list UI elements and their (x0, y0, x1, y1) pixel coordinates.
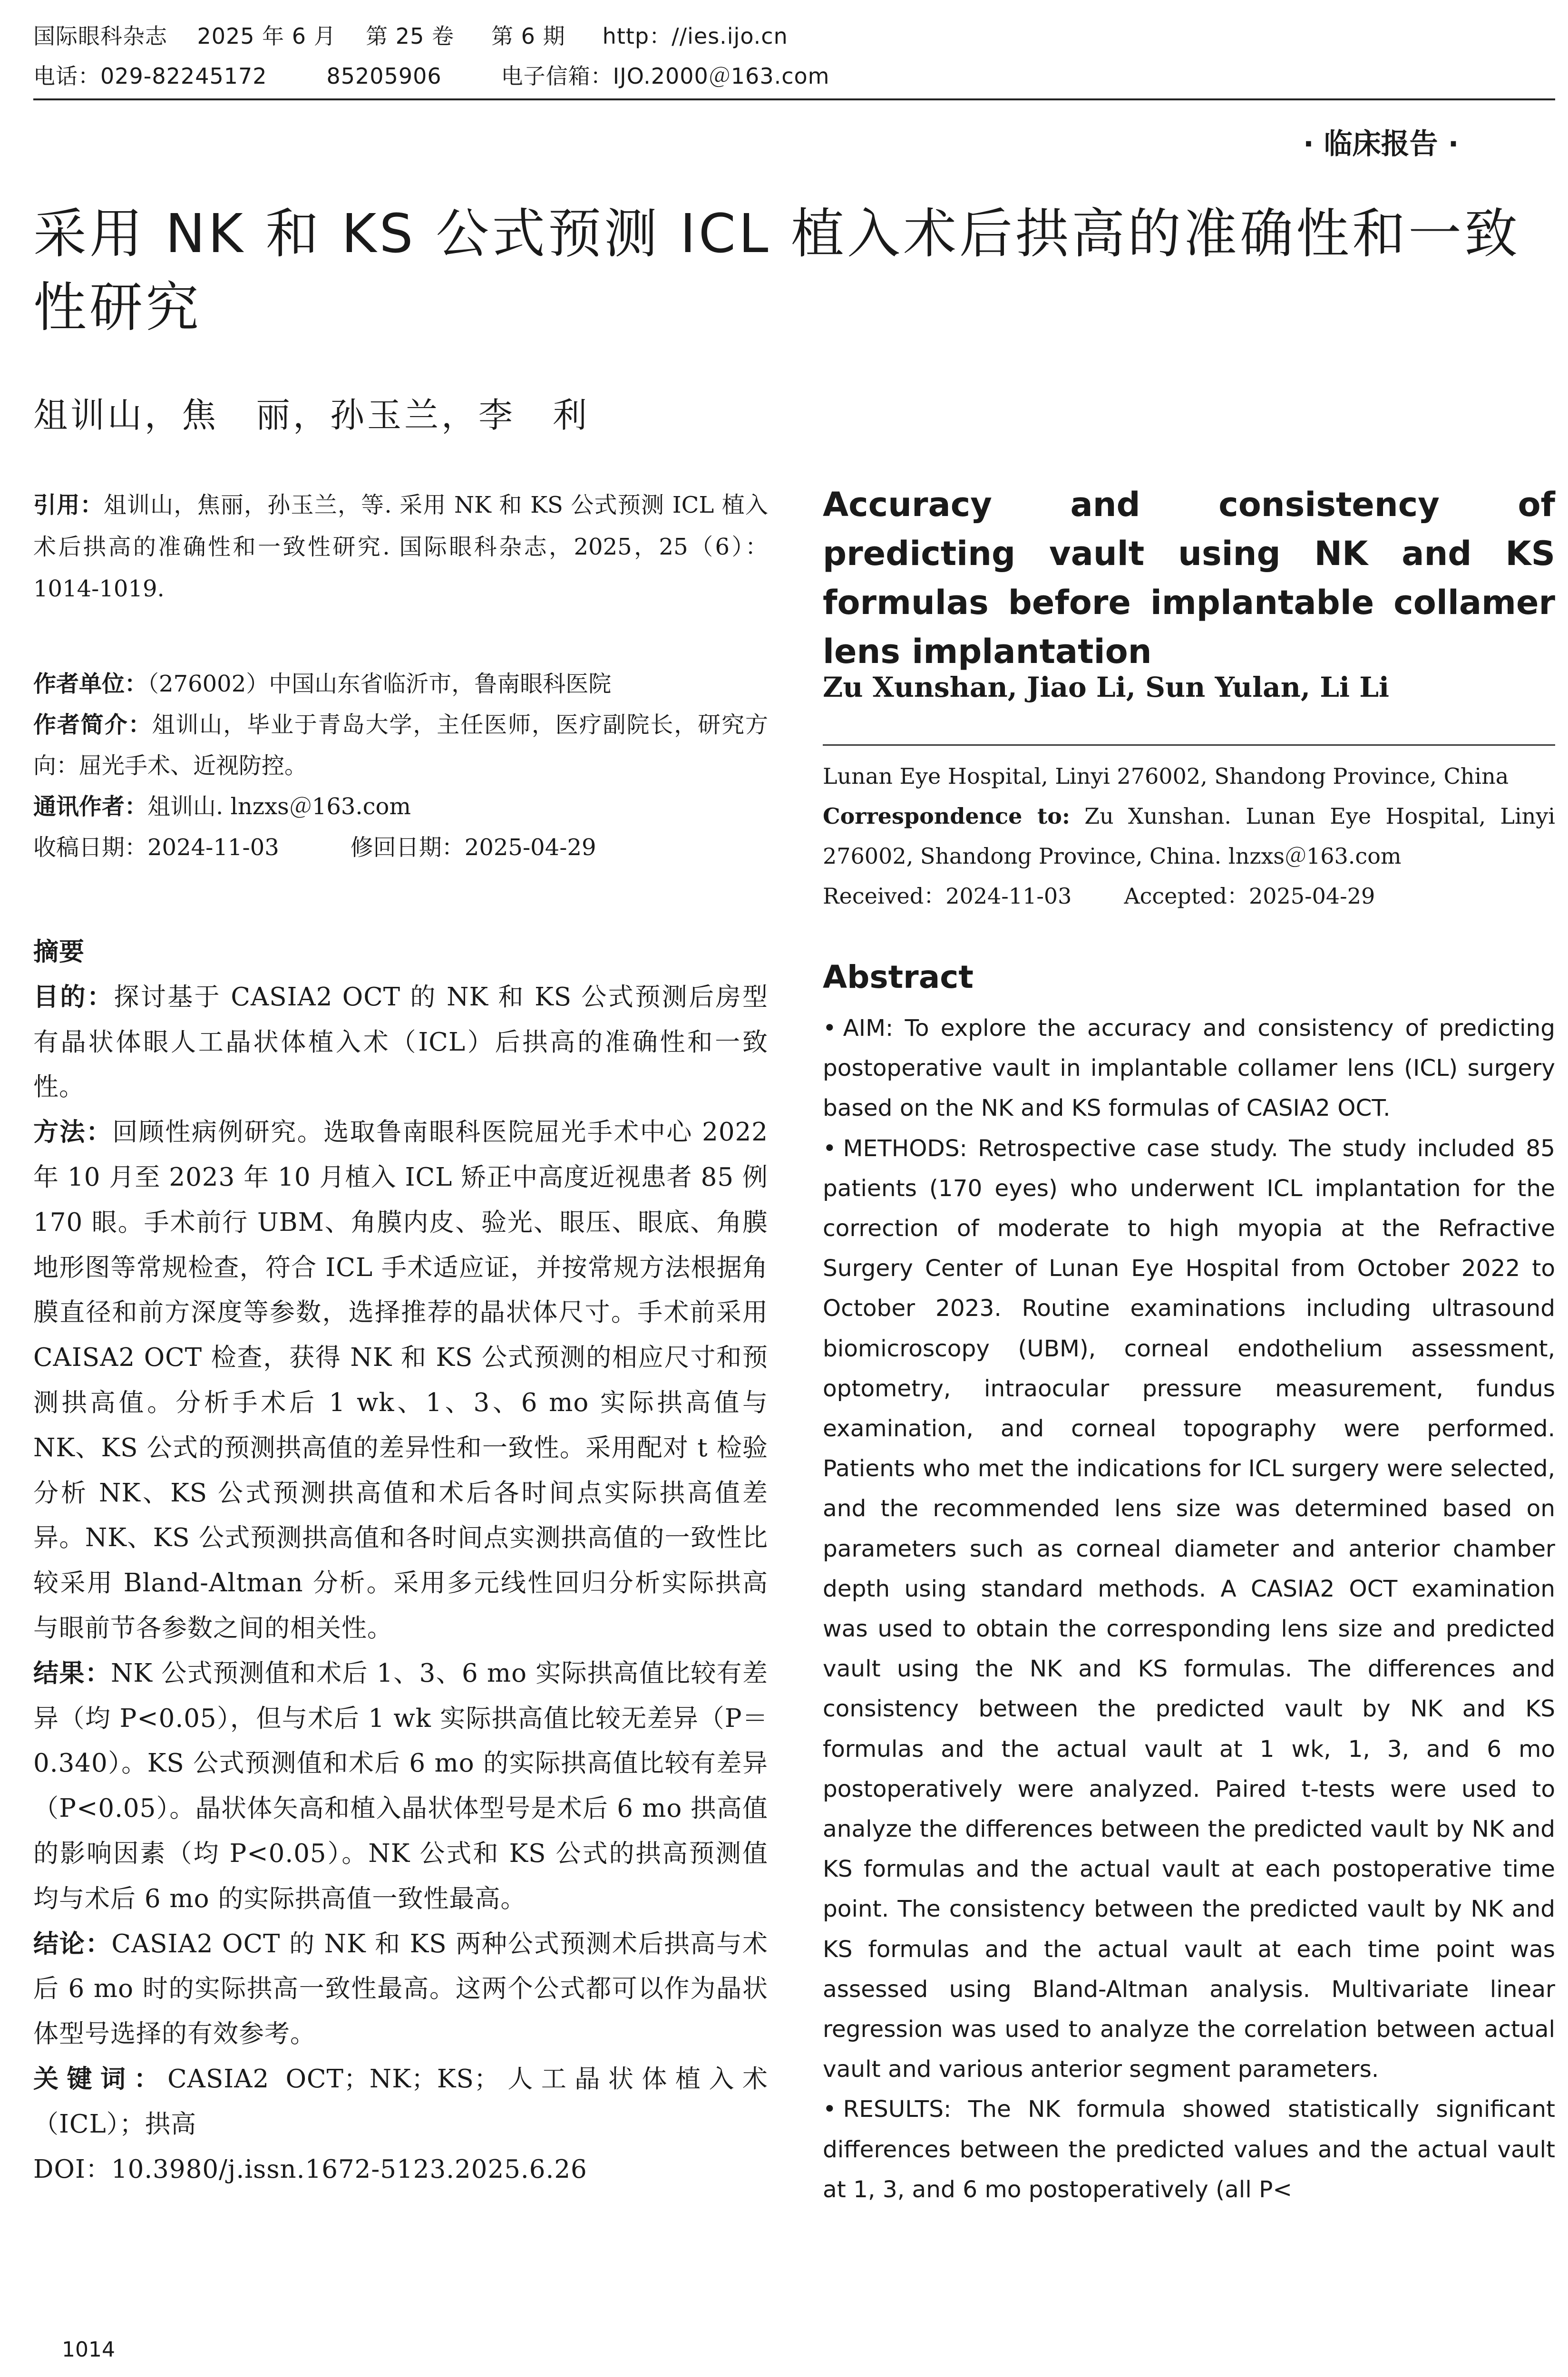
english-correspondence-text: Zu Xunshan. Lunan Eye Hospital, Linyi 276002, Shandong Province, China. lnzxs＠163.com (823, 803, 1555, 869)
corresponding-author-label: 通讯作者： (33, 793, 148, 820)
english-correspondence-label: Correspondence to: (823, 803, 1070, 829)
bullet-icon: • (823, 2096, 837, 2123)
journal-header-line1: 国际眼科杂志 2025 年 6 月 第 25 卷 第 6 期 http：//ies.ijo.cn (33, 23, 788, 49)
conclusion-paragraph (33, 1922, 768, 2057)
header-divider (33, 98, 1555, 100)
received-label: 收稿日期： (33, 834, 148, 861)
bullet-icon: • (823, 1135, 837, 1162)
chinese-title: 采用 NK 和 KS 公式预测 ICL 植入术后拱高的准确性和一致性研究 (33, 203, 1521, 339)
revised-label: 修回日期： (350, 834, 465, 861)
keywords-text: CASIA2 OCT；NK；KS；人工晶状体植入术（ICL）；拱高 (33, 2064, 769, 2139)
english-abstract (823, 1008, 1555, 2210)
aim-text: 探讨基于 CASIA2 OCT 的 NK 和 KS 公式预测后房型有晶状体眼人工晶状体植入术（ICL）后拱高的准确性和一致性。 (33, 982, 768, 1102)
citation-text: 俎训山，焦丽，孙玉兰，等. 采用 NK 和 KS 公式预测 ICL 植入术后拱高的准确性和一致性研究. 国际眼科杂志，2025，25（6）：1014-1019. (33, 492, 768, 602)
author-unit-text: （276002）中国山东省临沂市，鲁南眼科医院 (147, 671, 612, 697)
methods-paragraph (33, 1110, 768, 1651)
doi-line: DOI：10.3980/j.issn.1672-5123.2025.6.26 (33, 2154, 587, 2184)
author-bio (33, 704, 768, 786)
results-paragraph (33, 1651, 768, 1922)
page-number: 1014 (62, 2338, 115, 2362)
author-bio-label: 作者简介： (33, 711, 152, 738)
keywords-paragraph (33, 2057, 768, 2147)
journal-header-line2: 电话：029-82245172 85205906 电子信箱：IJO.2000＠163.com (33, 63, 830, 89)
column-tag: · 临床报告 · (1303, 127, 1459, 161)
conclusion-text: CASIA2 OCT 的 NK 和 KS 两种公式预测术后拱高与术后 6 mo 时的实际拱高一致性最高。这两个公式都可以作为晶状体型号选择的有效参考。 (33, 1929, 768, 2049)
english-affiliation-block (823, 756, 1555, 916)
revised-date: 2025-04-29 (464, 834, 596, 861)
citation-block (33, 484, 768, 610)
dates-line (33, 827, 768, 868)
abstract-heading-cn: 摘要 (33, 937, 85, 966)
english-title: Accuracy and consistency of predicting vault using NK and KS formulas before implantable collamer lens implantation (823, 485, 1555, 671)
en-aim-paragraph (823, 1008, 1555, 1129)
english-correspondence (823, 796, 1555, 876)
methods-text: 回顾性病例研究。选取鲁南眼科医院屈光手术中心 2022 年 10 月至 2023 年 10 月植入 ICL 矫正中高度近视患者 85 例 170 眼。手术前行 UBM、角膜内皮、验光、眼压、眼底、角膜地形图等常规检查，符合 ICL 手术适应证，并按常规方法根据角膜直径和前方深度等参数，选择推荐的晶状体尺寸。手术前采用 CAISA2 OCT 检查，获得 NK 和 KS 公式预测的相应尺寸和预测拱高值。分析手术后 1 wk、1、3、6 mo 实际拱高值与 NK、KS 公式的预测拱高值的差异性和一致性。采用配对 t 检验分析 NK、KS 公式预测拱高值和术后各时间点实际拱高值差异。NK、KS 公式预测拱高值和各时间点实测拱高值的一致性比较采用 Bland-Altman 分析。采用多元线性回归分析实际拱高与眼前节各参数之间的相关性。 (33, 1118, 768, 1643)
bullet-icon: • (823, 1015, 837, 1042)
chinese-authors: 俎训山，焦 丽，孙玉兰，李 利 (33, 395, 590, 435)
author-unit (33, 663, 768, 704)
en-methods-text: METHODS: Retrospective case study. The study included 85 patients (170 eyes) who underwent ICL implantation for the correction of moderate to high myopia at the Refractive Surgery Center of Lunan Eye Hospital from October 2022 to October 2023. Routine examinations including ultrasound biomicroscopy (UBM), corneal endothelium assessment, optometry, intraocular pressure measurement, fundus examination, and corneal topography were performed. Patients who met the indications for ICL surgery were selected, and the recommended lens size was determined based on parameters such as corneal diameter and anterior chamber depth using standard methods. A CASIA2 OCT examination was used to obtain the corresponding lens size and predicted vault using the NK and KS formulas. The differences and consistency between the predicted vault by NK and KS formulas and the actual vault at 1 wk, 1, 3, and 6 mo postoperatively were analyzed. Paired t-tests were used to analyze the differences between the predicted vault by NK and KS formulas and the actual vault at each postoperative time point. The consistency between the predicted vault by NK and KS formulas and the actual vault at each time point was assessed using Bland-Altman analysis. Multivariate linear regression was used to analyze the correlation between actual vault and various anterior segment parameters. (823, 1135, 1555, 2083)
results-label: 结果： (33, 1658, 111, 1688)
en-results-paragraph (823, 2089, 1555, 2210)
corresponding-author (33, 786, 768, 827)
english-dates (823, 876, 1555, 916)
aim-paragraph (33, 975, 768, 1110)
corresponding-author-text: 俎训山. lnzxs＠163.com (147, 793, 411, 820)
conclusion-label: 结论： (33, 1929, 112, 1958)
en-methods-paragraph (823, 1129, 1555, 2090)
chinese-abstract (33, 930, 768, 2192)
author-unit-label: 作者单位： (33, 671, 148, 697)
author-bio-text: 俎训山，毕业于青岛大学，主任医师，医疗副院长，研究方向：屈光手术、近视防控。 (33, 711, 768, 779)
aim-label: 目的： (33, 982, 114, 1012)
en-aim-text: AIM: To explore the accuracy and consistency of predicting postoperative vault in implantable collamer lens (ICL) surgery based on the NK and KS formulas of CASIA2 OCT. (823, 1015, 1555, 1122)
results-text: NK 公式预测值和术后 1、3、6 mo 实际拱高值比较有差异（均 P<0.05），但与术后 1 wk 实际拱高值比较无差异（P＝0.340）。KS 公式预测值和术后 6 mo 的实际拱高值比较有差异（P<0.05）。晶状体矢高和植入晶状体型号是术后 6 mo 拱高值的影响因素（均 P<0.05）。NK 公式和 KS 公式的拱高预测值均与术后 6 mo 的实际拱高值一致性最高。 (33, 1658, 769, 1913)
abstract-heading-en: Abstract (823, 959, 974, 995)
citation-label: 引用： (33, 492, 104, 518)
english-received: Received：2024-11-03 (823, 883, 1072, 909)
received-date: 2024-11-03 (147, 834, 279, 861)
english-hospital: Lunan Eye Hospital, Linyi 276002, Shandong Province, China (823, 763, 1509, 789)
keywords-label: 关键词： (33, 2064, 168, 2094)
en-results-text: RESULTS: The NK formula showed statistically significant differences between the predicted values and the actual vault at 1, 3, and 6 mo postoperatively (all P< (823, 2096, 1555, 2203)
methods-label: 方法： (33, 1118, 113, 1147)
english-accepted: Accepted：2025-04-29 (1124, 883, 1375, 909)
english-authors: Zu Xunshan, Jiao Li, Sun Yulan, Li Li (823, 671, 1390, 703)
author-info-block (33, 663, 768, 868)
english-divider (823, 744, 1555, 746)
